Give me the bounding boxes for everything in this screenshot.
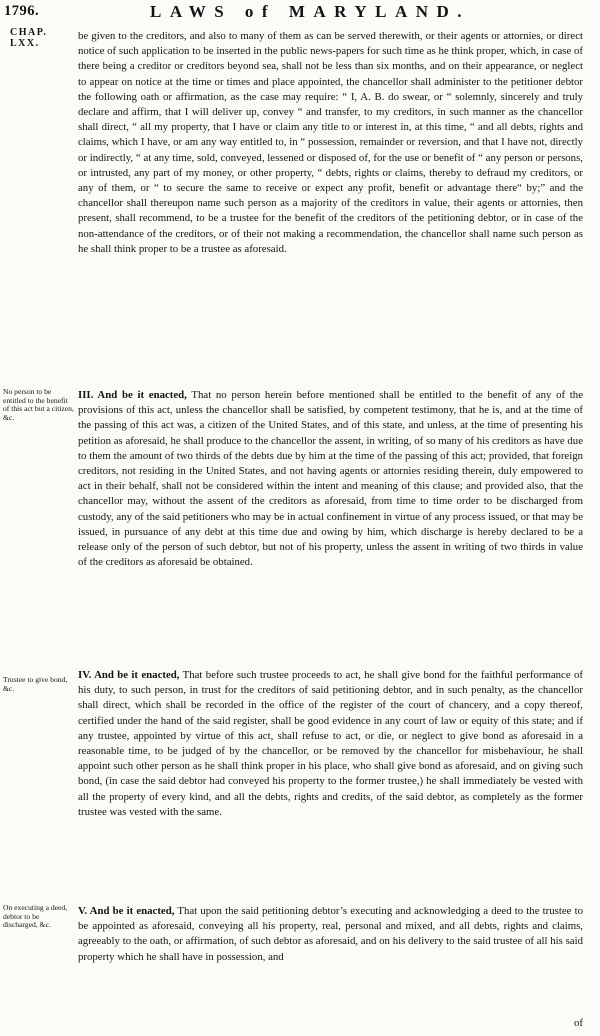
margin-note-deed-discharge: On executing a deed, debtor to be discharged, &c. bbox=[3, 903, 68, 930]
section-heading: III. And be it enacted, bbox=[78, 389, 187, 401]
margin-note-citizen: No person to be entitled to the benefit of this act but a citizen, &c. bbox=[3, 387, 74, 422]
running-title: LAWS of MARYLAND. bbox=[150, 2, 471, 21]
section-heading: IV. And be it enacted, bbox=[78, 669, 180, 681]
section-iv bbox=[78, 668, 583, 820]
chapter-word: CHAP. bbox=[10, 27, 48, 38]
section-text: That no person herein before mentioned shall be entitled to the benefit of any of the provisions of this act, unless the chancellor shall be satisfied, by competent testimony, that he is, and at the time of the passing of this act was, a citizen of the United States, and of this state, and unless, at the time of presenting his petition as aforesaid, he shall produce to the chancellor the assent, in writing, of so many of his creditors as have due to them the amount of two thirds of the debts due by him at the time of the passing of this act; provided, that foreign creditors, not residing in the United States, and not having agents or attornies residing therein, duly empowered to act in their behalf, shall not be considered within the intent and meaning of this clause; and provided also, that the chancellor may, without the assent of the creditors as aforesaid, from time to time order to be discharged from custody, any of the said petitioners who may be in actual confinement in virtue of any process issued, or that may be issued, in pursuance of any debt at this time due and owing by him, which discharge is hereby declared to be a release only of the person of such debtor, but not of his property, unless the assent in writing of two thirds in value of the creditors as aforesaid be obtained. bbox=[78, 389, 583, 569]
chapter-number: LXX. bbox=[10, 38, 40, 49]
section-text: That upon the said petitioning debtor’s executing and acknowledging a deed to the trustee to be appointed as aforesaid, conveying all his property, real, personal and mixed, and all debts, rights and claims, agreeably to the oath, or affirmation, of such debtor as aforesaid, and on his delivery to the said trustee of all his said property which he shall have in possession, and bbox=[78, 905, 583, 963]
paragraph-continuation bbox=[78, 29, 583, 257]
margin-note-trustee-bond: Trustee to give bond, &c. bbox=[3, 675, 68, 693]
section-text: That before such trustee proceeds to act, he shall give bond for the faithful performance of his duty, to such person, in trust for the creditors of said petitioning debtor, and in such penalty, as the chancellor shall direct, which shall be recorded in the office of the register of the court of chancery, and a copy thereof, certified under the hand of the said register, shall be good evidence in any court of law or equity of this state; and if any trustee, appointed by virtue of this act, shall refuse to act, or die, or neglect to give bond as aforesaid in a reasonable time, to be judged of by the chancellor, or be removed by the chancellor for misbehaviour, he shall appoint such other person as he shall think proper in his place, who shall give bond as aforesaid, and on giving such bond, (in case the said debtor had conveyed his property to the former trustee,) he shall immediately be vested with all the property of every kind, and all the debts, rights and credits, of the said debtor, as completely as the former trustee was vested with the same. bbox=[78, 669, 583, 818]
page-header bbox=[0, 3, 600, 23]
section-v bbox=[78, 904, 583, 965]
chapter-label bbox=[10, 27, 74, 49]
section-heading: V. And be it enacted, bbox=[78, 905, 175, 917]
page-year: 1796. bbox=[4, 3, 40, 19]
paragraph-text: be given to the creditors, and also to many of them as can be served therewith, or their agents or attornies, or direct notice of such application to be inserted in the public news-papers for such time as he think proper, which, in case of there being a creditor or creditors beyond sea, shall not be less than six months, and on their appearance, or neglect to appear on notice at the time or times and place appointed, the chancellor shall administer to the petitioner debtor the following oath or affirmation, as the case may require: “ I, A. B. do swear, or “ solemnly, sincerely and truly declare and affirm, that I will deliver up, convey “ and transfer, to my creditors, in such manner as the chancellor shall direct, “ all my property, that I have or claim any title to or interest in, at this time, “ and all debts, rights and claims, which I have, or am any way entitled to, in “ possession, remainder or reversion, and that I have not, directly or indirectly, “ at any time, sold, conveyed, lessened or disposed of, for the use or benefit of “ any person or persons, or intrusted, any part of my money, or other property, “ debts, rights or claims, thereby to defraud my creditors, or any of them, or “ to secure the same to receive or expect any profit, benefit or advantage there“ by;” and the chancellor shall thereupon name such person as a majority of the creditors in value, their agents or attornies, then present, shall recommend, to be a trustee for the benefit of the creditors of the petitioning debtor, or in case of the non-attendance of the creditors, or of their not making a recommendation, the chancellor shall name such person as he shall think proper to be a trustee as aforesaid. bbox=[78, 30, 583, 255]
catchword: of bbox=[574, 1017, 583, 1029]
section-iii bbox=[78, 388, 583, 570]
